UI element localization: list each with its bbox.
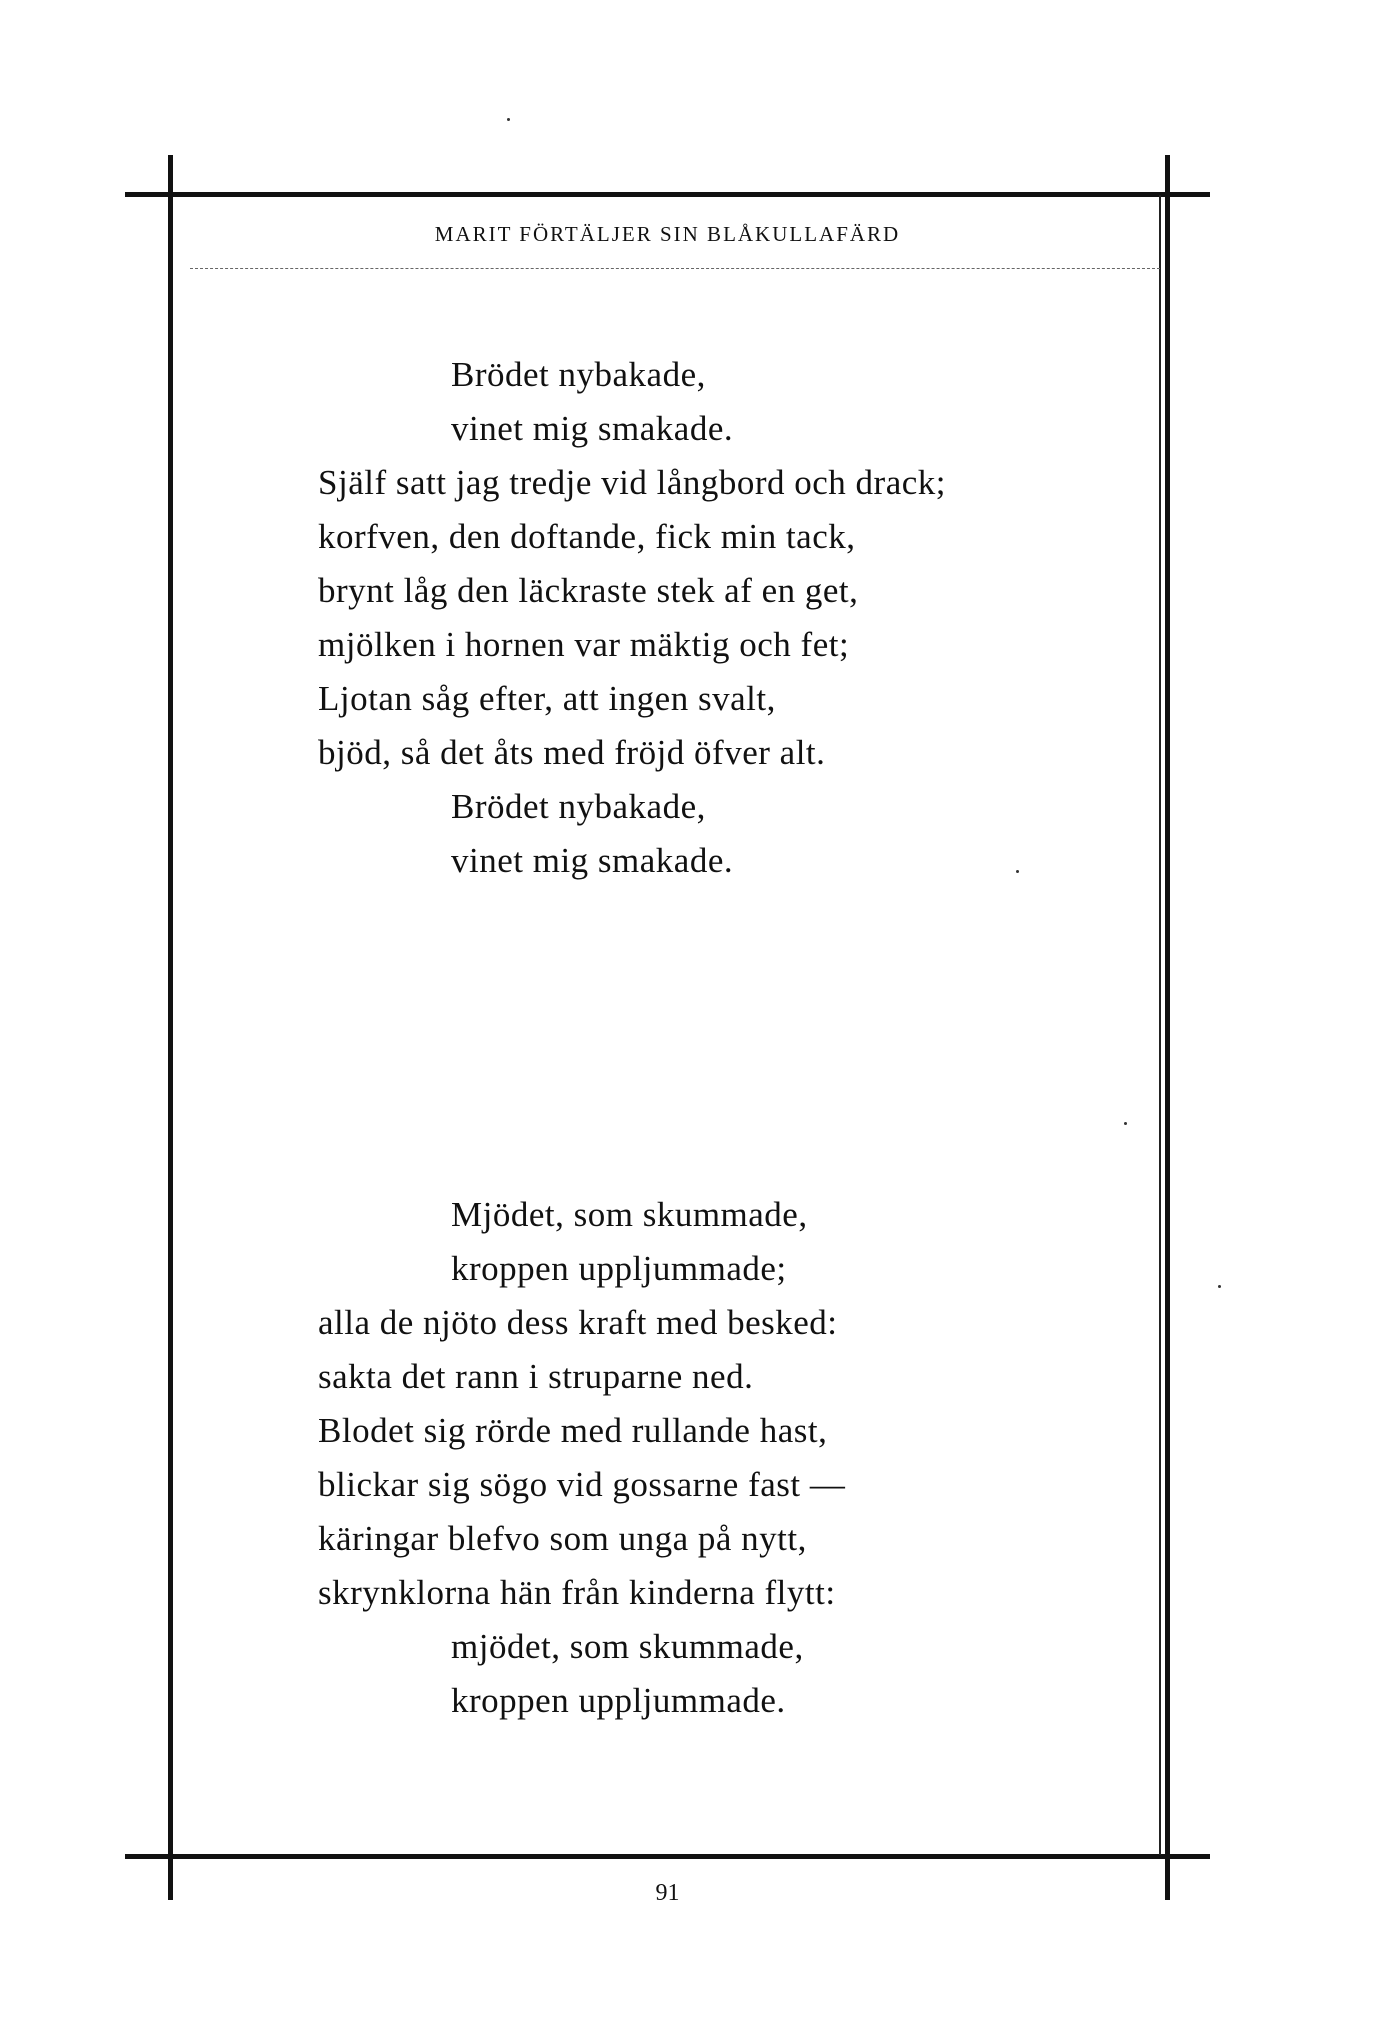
frame-inner-right-rule [1159,195,1161,1855]
verse-line: korfven, den doftande, fick min tack, [318,517,856,556]
verse-line: bjöd, så det åts med fröjd öfver alt. [318,733,826,772]
running-head: MARIT FÖRTÄLJER SIN BLÅKULLAFÄRD [434,222,901,246]
verse-line: sakta det rann i struparne ned. [318,1357,754,1396]
verse-line: mjölken i hornen var mäktig och fet; [318,625,850,664]
header-divider [190,268,1160,269]
page-number: 91 [655,1880,680,1906]
verse-line: alla de njöto dess kraft med besked: [318,1303,838,1342]
stanza-1 [318,348,1158,888]
verse-line: Själf satt jag tredje vid långbord och drack; [318,463,947,502]
verse-line: Ljotan såg efter, att ingen svalt, [318,679,776,718]
verse-line: Brödet nybakade, [451,355,706,394]
verse-line: brynt låg den läckraste stek af en get, [318,571,859,610]
verse-line: Brödet nybakade, [451,787,706,826]
verse-line: skrynklorna hän från kinderna flytt: [318,1573,836,1612]
verse-line: kroppen uppljummade; [451,1249,787,1288]
frame-left-rule [168,155,173,1900]
stanza-2 [318,1188,1158,1728]
verse-line: vinet mig smakade. [451,841,734,880]
print-speck [1016,870,1019,873]
verse-line: vinet mig smakade. [451,409,734,448]
frame-top-rule [125,192,1210,197]
frame-bottom-rule [125,1854,1210,1859]
verse-line: käringar blefvo som unga på nytt, [318,1519,807,1558]
verse-line: Blodet sig rörde med rullande hast, [318,1411,828,1450]
frame-right-rule [1165,155,1170,1900]
verse-line: Mjödet, som skummade, [451,1195,808,1234]
print-speck [507,118,510,121]
verse-line: kroppen uppljummade. [451,1681,786,1720]
print-speck [1218,1285,1221,1288]
print-speck [1124,1122,1127,1125]
verse-line: mjödet, som skummade, [451,1627,804,1666]
verse-line: blickar sig sögo vid gossarne fast — [318,1465,846,1504]
